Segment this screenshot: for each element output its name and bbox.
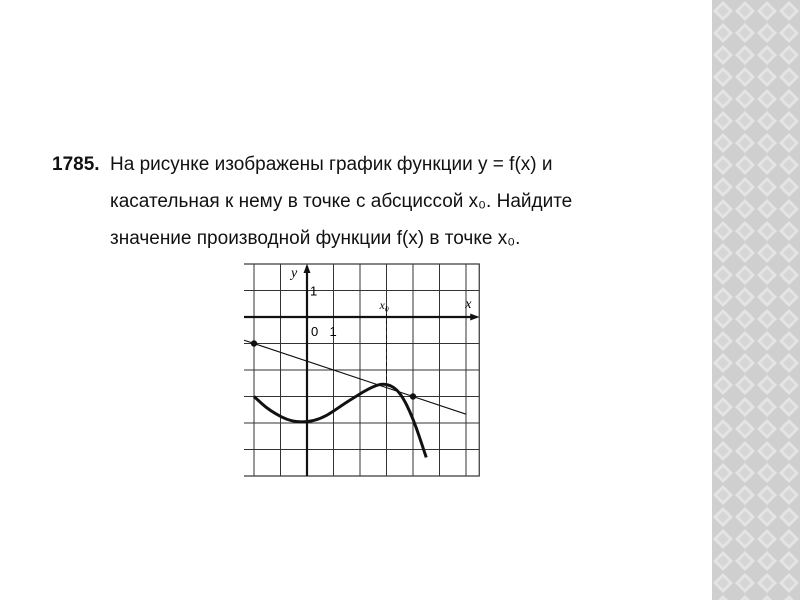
grid (244, 264, 479, 476)
x0-label: x₀ (379, 298, 389, 312)
problem-line-2: касательная к нему в точке с абсциссой x₀. Найдите (110, 191, 573, 212)
tangent-point (410, 393, 416, 399)
problem-line-3: значение производной функции f(x) в точке x₀. (110, 228, 521, 249)
x-axis-label: x (465, 297, 472, 312)
problem-line-1 (52, 146, 632, 183)
tangent-line (244, 338, 466, 414)
function-curve (254, 384, 426, 457)
problem-number: 1785. (52, 154, 100, 175)
y-axis-label: y (291, 266, 298, 281)
problem-text-line-1: На рисунке изображены график функции y = f(x) и (110, 154, 553, 175)
decorative-side-pattern (712, 0, 800, 600)
problem-text (52, 146, 632, 257)
y-tick-one-label: 1 (310, 283, 318, 299)
y-axis-arrow (304, 264, 311, 273)
function-graph (244, 262, 484, 478)
x-axis-arrow (470, 314, 479, 321)
x-tick-one-label: 1 (329, 324, 337, 339)
origin-label: 0 (311, 324, 319, 339)
tangent-point (251, 340, 257, 346)
